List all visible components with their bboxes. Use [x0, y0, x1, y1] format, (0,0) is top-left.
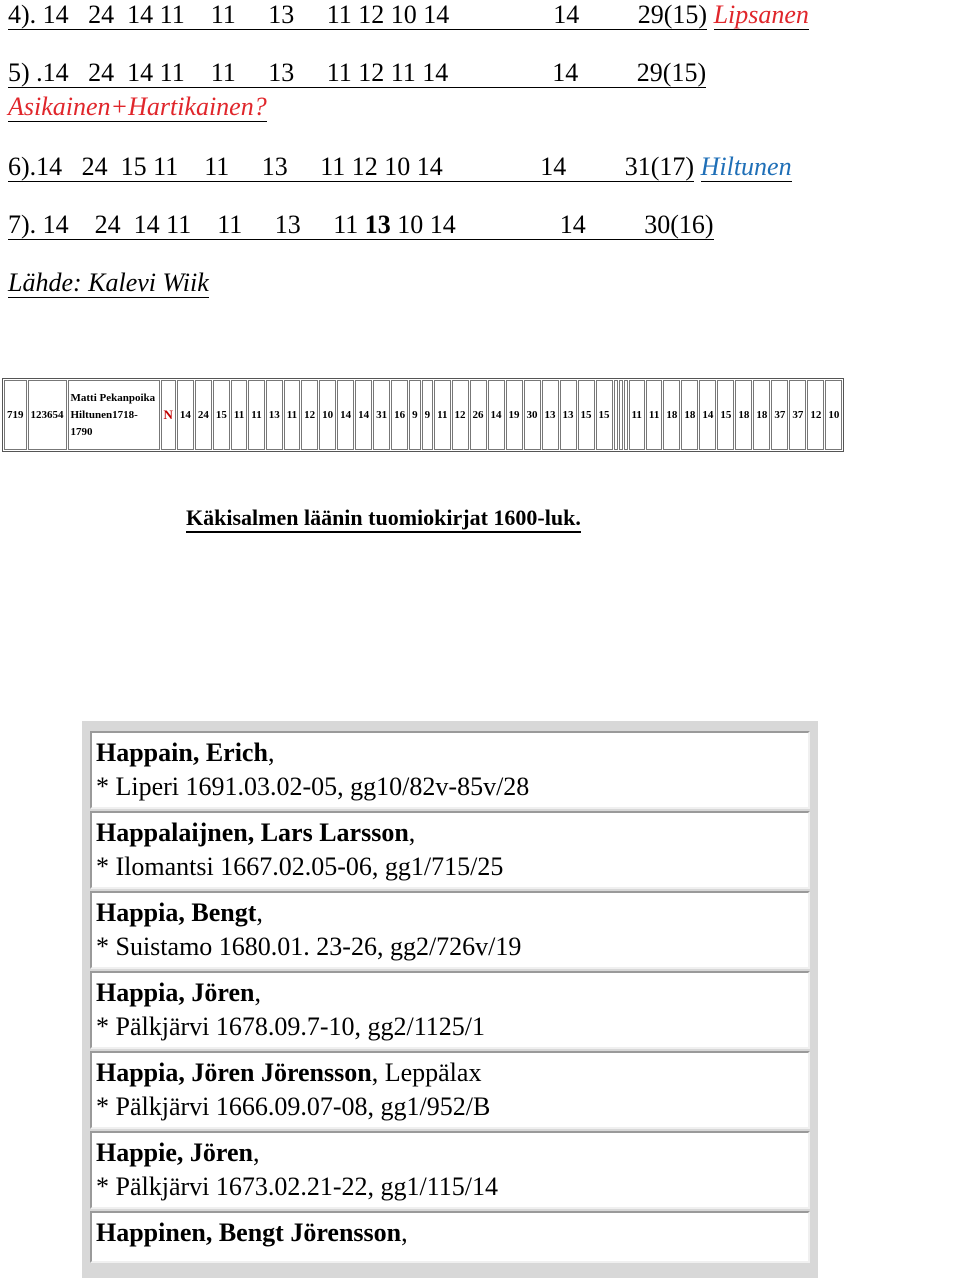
haplotype-values-bold: 13 [364, 210, 391, 239]
marker-value-cell: 11 [434, 380, 450, 450]
marker-value-cell: 15 [578, 380, 595, 450]
haplotype-values: 4). 14 24 14 11 11 13 11 12 10 14 14 29(15) [8, 0, 708, 29]
marker-value-cell: 30 [524, 380, 541, 450]
dna-row [4, 380, 842, 450]
source-line [8, 268, 209, 298]
marker-value-cell: 12 [301, 380, 318, 450]
entry [90, 971, 810, 1049]
entry [90, 891, 810, 969]
entry [90, 811, 810, 889]
marker-value-cell: 12 [807, 380, 824, 450]
marker-value-cell: 9 [422, 380, 434, 450]
marker-value-cell: 11 [646, 380, 662, 450]
entries-box [82, 721, 818, 1278]
entry [90, 731, 810, 809]
entry-suffix: , [408, 818, 416, 847]
surname-label: Hiltunen [700, 152, 792, 181]
empty-cell [619, 380, 623, 450]
marker-value-cell: 16 [391, 380, 408, 450]
entry-detail: * Liperi 1691.03.02-05, gg10/82v-85v/28 [96, 772, 530, 801]
marker-value-cell: 15 [717, 380, 734, 450]
marker-value-cell: 13 [542, 380, 559, 450]
entry-detail: * Pälkjärvi 1673.02.21-22, gg1/115/14 [96, 1172, 499, 1201]
surname-label: Lipsanen [713, 0, 809, 29]
entry-detail: * Suistamo 1680.01. 23-26, gg2/726v/19 [96, 932, 522, 961]
haplotype-values-post: 10 14 14 30(16) [390, 210, 714, 239]
kit-number: 123654 [28, 380, 67, 450]
entry-name: Happalaijnen, Lars Larsson [96, 818, 409, 847]
marker-value-cell: 11 [231, 380, 247, 450]
marker-value-cell: 15 [213, 380, 230, 450]
marker-value-cell: 14 [337, 380, 354, 450]
entry-suffix: , [256, 898, 263, 927]
entry-suffix: , Leppälax [371, 1058, 482, 1087]
dna-table [2, 378, 844, 452]
marker-value-cell: 18 [681, 380, 698, 450]
marker-value-cell: 13 [560, 380, 577, 450]
person-name: Matti Pekanpoika Hiltunen1718-1790 [68, 380, 160, 450]
marker-value-cell: 9 [409, 380, 421, 450]
entry [90, 1051, 810, 1129]
entry-name: Happia, Bengt [96, 898, 257, 927]
haplotype-values: 6).14 24 15 11 11 13 11 12 10 14 14 31(17) [8, 152, 695, 181]
marker-value-cell: 37 [771, 380, 788, 450]
marker-value-cell: 10 [825, 380, 842, 450]
haplotype-values: 5) .14 24 14 11 11 13 11 12 11 14 14 29(15) [8, 58, 707, 87]
marker-value-cell: 14 [177, 380, 194, 450]
marker-value-cell: 11 [248, 380, 264, 450]
marker-value-cell: 10 [319, 380, 336, 450]
entry-detail: * Pälkjärvi 1678.09.7-10, gg2/1125/1 [96, 1012, 486, 1041]
entry-suffix: , [252, 1138, 260, 1167]
marker-value-cell: 11 [629, 380, 645, 450]
haplogroup-cell: N [161, 380, 176, 450]
entry-name: Happia, Jören [96, 978, 255, 1007]
surname-label: Asikainen+Hartikainen? [8, 92, 267, 121]
marker-value-cell: 26 [470, 380, 487, 450]
marker-value-cell: 19 [506, 380, 523, 450]
entry [90, 1131, 810, 1209]
section-heading: Käkisalmen läänin tuomiokirjat 1600-luk. [186, 505, 581, 533]
marker-value-cell: 31 [373, 380, 390, 450]
entry-detail: * Ilomantsi 1667.02.05-06, gg1/715/25 [96, 852, 504, 881]
marker-value-cell: 18 [753, 380, 770, 450]
entry [90, 1211, 810, 1263]
source-text: Lähde: Kalevi Wiik [8, 268, 209, 297]
marker-value-cell: 18 [663, 380, 680, 450]
entry-suffix: , [254, 978, 261, 1007]
marker-value-cell: 13 [266, 380, 283, 450]
entry-name: Happia, Jören Jörensson [96, 1058, 372, 1087]
haplotype-values-pre: 7). 14 24 14 11 11 13 11 [8, 210, 365, 239]
haplotype-line-5-name [8, 92, 267, 122]
empty-cell [614, 380, 618, 450]
entry-suffix: , [401, 1218, 408, 1247]
marker-value-cell: 14 [355, 380, 372, 450]
marker-value-cell: 24 [195, 380, 212, 450]
haplotype-line-6 [8, 152, 792, 182]
entry-name: Happain, Erich [96, 738, 268, 767]
marker-value-cell: 15 [596, 380, 613, 450]
entry-name: Happie, Jören [96, 1138, 253, 1167]
marker-value-cell: 11 [284, 380, 300, 450]
marker-value-cell: 14 [488, 380, 505, 450]
marker-value-cell: 18 [735, 380, 752, 450]
row-number: 719 [4, 380, 27, 450]
empty-cell [624, 380, 628, 450]
haplotype-line-4 [8, 0, 809, 30]
entry-detail: * Pälkjärvi 1666.09.07-08, gg1/952/B [96, 1092, 491, 1121]
entry-suffix: , [267, 738, 275, 767]
marker-value-cell: 12 [452, 380, 469, 450]
entry-name: Happinen, Bengt Jörensson [96, 1218, 402, 1247]
marker-value-cell: 14 [699, 380, 716, 450]
marker-value-cell: 37 [789, 380, 806, 450]
haplotype-line-5 [8, 58, 706, 88]
haplotype-values [8, 210, 714, 240]
haplotype-line-7 [8, 210, 714, 240]
